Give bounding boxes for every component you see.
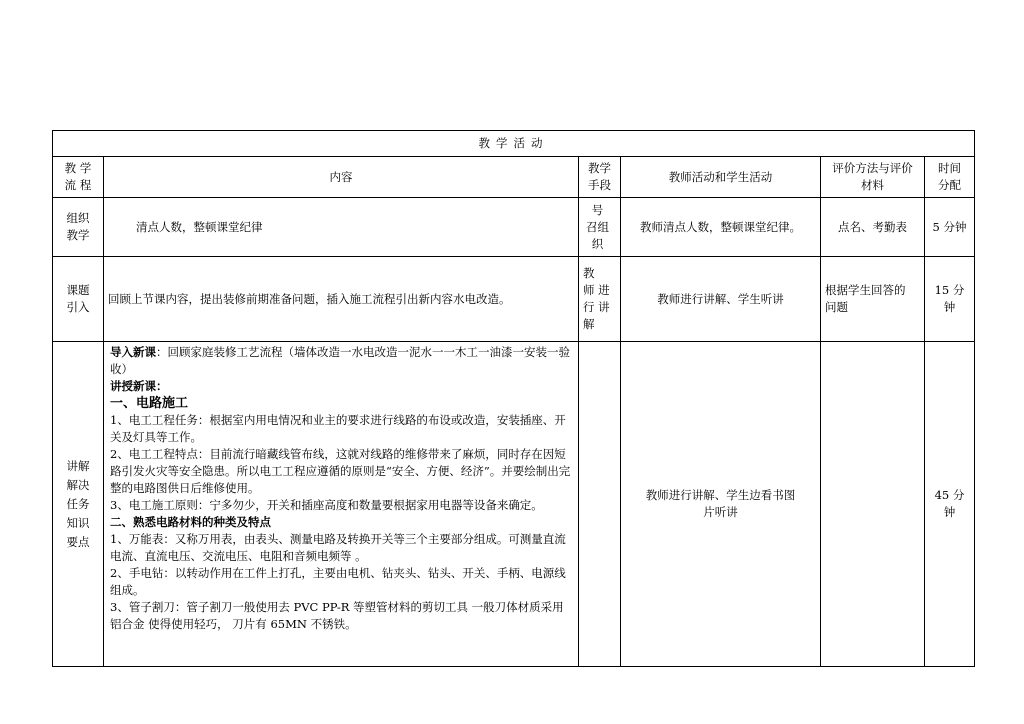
row-main-eval (821, 342, 925, 667)
row-intro-means: 教 师 进 行 讲 解 (579, 257, 621, 342)
teach-label: 讲授新课： (110, 379, 168, 393)
point-2: 2、电工工程特点：目前流行暗藏线管布线，这就对线路的维修带来了麻烦，同时存在因短路引发火灾等安全隐患。所以电工工程应遵循的原则是“安全、方便、经济”。并要绘制出完整的电路图供日后维修使用。 (110, 447, 571, 495)
row-org-means: 号 召组 织 (579, 198, 621, 257)
intro-paragraph (110, 344, 572, 378)
intro-text: ：回顾家庭装修工艺流程（墙体改造一水电改造一泥水一一木工一油漆一安装一验收） (110, 345, 570, 376)
row-intro-flow: 课题 引入 (53, 257, 104, 342)
row-org-eval: 点名、考勤表 (821, 198, 925, 257)
lesson-plan-table (52, 130, 975, 667)
header-activity: 教师活动和学生活动 (621, 157, 821, 198)
row-org-flow: 组织 教学 (53, 198, 104, 257)
header-means: 教学 手段 (579, 157, 621, 198)
table-row (53, 198, 975, 257)
row-intro-time: 15 分 钟 (925, 257, 975, 342)
row-intro-content: 回顾上节课内容，提出装修前期准备问题，插入施工流程引出新内容水电改造。 (104, 257, 579, 342)
row-main-flow: 讲解 解决 任务 知识 要点 (53, 342, 104, 667)
intro-label: 导入新课 (110, 345, 156, 359)
point-5: 2、手电钻：以转动作用在工件上打孔，主要由电机、钻夹头、钻头、开关、手柄、电源线组成。 (110, 566, 566, 597)
row-org-time: 5 分钟 (925, 198, 975, 257)
point-1: 1、电工工程任务：根据室内用电情况和业主的要求进行线路的布设或改造，安装插座、开关及灯具等工作。 (110, 413, 566, 444)
row-org-activity: 教师清点人数，整顿课堂纪律。 (621, 198, 821, 257)
header-time: 时间 分配 (925, 157, 975, 198)
table-title: 教学活动 (53, 131, 975, 157)
table-row (53, 342, 975, 667)
row-main-time: 45 分 钟 (925, 342, 975, 667)
row-main-activity: 教师进行讲解、学生边看书图 片听讲 (621, 342, 821, 667)
header-eval: 评价方法与评价 材料 (821, 157, 925, 198)
point-6: 3、管子割刀：管子割刀一般使用去 PVC PP-R 等塑管材料的剪切工具 一般刀体材质采用铝合金 使得使用轻巧， 刀片有 65MN 不锈铁。 (110, 600, 564, 631)
row-org-content: 清点人数，整顿课堂纪律 (104, 198, 579, 257)
point-3: 3、电工施工原则：宁多勿少，开关和插座高度和数量要根据家用电器等设备来确定。 (110, 498, 543, 512)
table-row (53, 257, 975, 342)
header-content: 内容 (104, 157, 579, 198)
section-heading-1: 一、电路施工 (110, 396, 189, 411)
section-heading-2: 二、熟悉电路材料的种类及特点 (110, 515, 271, 529)
row-main-content (104, 342, 579, 667)
row-main-means (579, 342, 621, 667)
row-intro-eval: 根据学生回答的 问题 (821, 257, 925, 342)
header-flow: 教 学 流 程 (53, 157, 104, 198)
point-4: 1、万能表：又称万用表，由表头、测量电路及转换开关等三个主要部分组成。可测量直流电流、直流电压、交流电压、电阻和音频电频等 。 (110, 532, 566, 563)
row-intro-activity: 教师进行讲解、学生听讲 (621, 257, 821, 342)
